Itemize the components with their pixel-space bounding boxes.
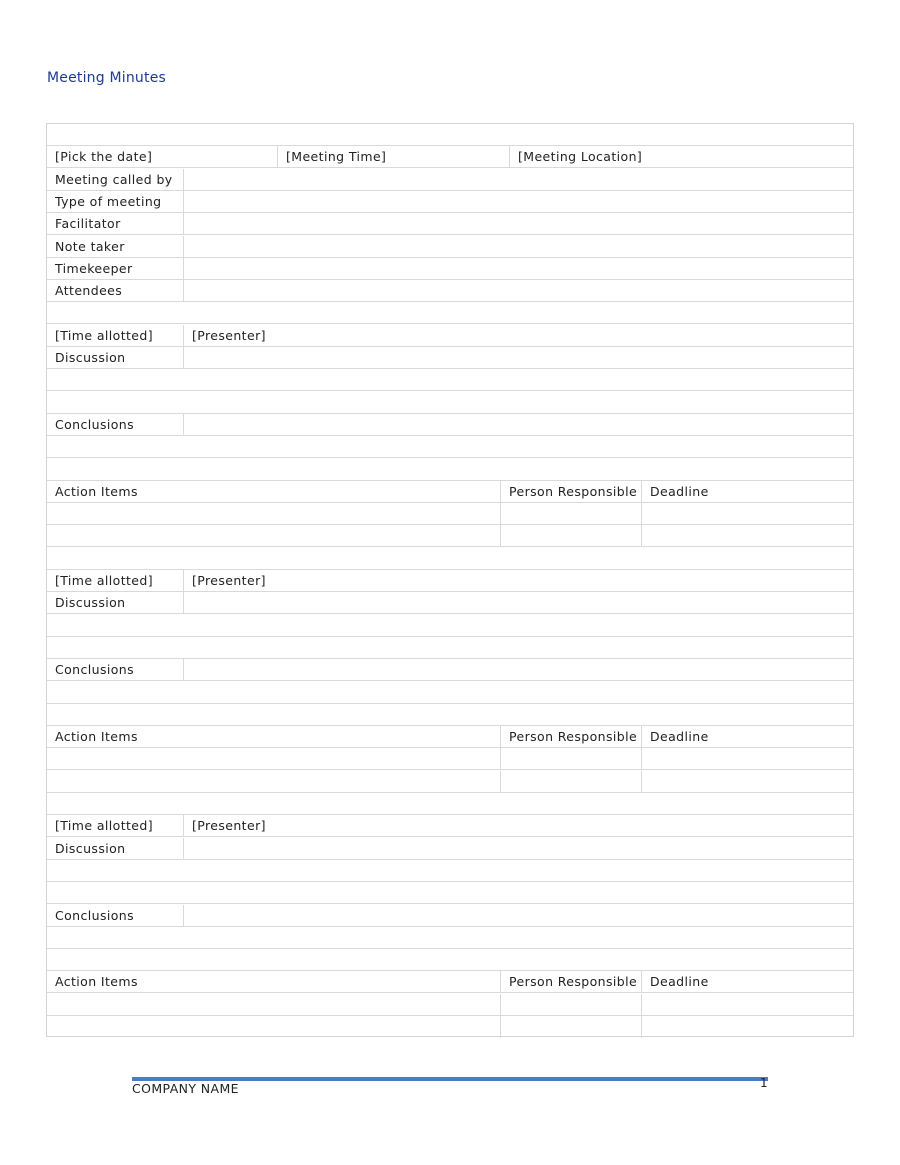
person-responsible-field[interactable] (500, 525, 641, 546)
blank-row (47, 436, 853, 458)
action-item-row (47, 771, 853, 793)
action-item-field[interactable] (47, 771, 500, 792)
conclusions-label: Conclusions (55, 662, 135, 678)
info-value-field[interactable] (183, 191, 853, 212)
meeting-minutes-form (46, 123, 854, 1037)
info-value-field[interactable] (183, 236, 853, 257)
action-items-header-row (47, 481, 853, 503)
presenter-field[interactable]: [Presenter] (183, 325, 853, 346)
action-item-row (47, 1016, 853, 1038)
action-item-field[interactable] (47, 503, 500, 524)
info-value-field[interactable] (183, 258, 853, 279)
discussion-field[interactable] (183, 838, 853, 859)
conclusions-label: Conclusions (55, 907, 135, 923)
footer-company-name: COMPANY NAME (132, 1081, 239, 1096)
deadline-field[interactable] (641, 771, 853, 792)
blank-row (47, 548, 853, 570)
presenter-field[interactable]: [Presenter] (183, 815, 853, 836)
info-row (47, 169, 853, 191)
footer-page-number: 1 (760, 1076, 768, 1090)
action-item-field[interactable] (47, 748, 500, 769)
action-items-label: Action Items (55, 974, 138, 990)
blank-row (47, 637, 853, 659)
info-label: Type of meeting (55, 193, 162, 209)
blank-row (47, 124, 853, 146)
discussion-row (47, 347, 853, 369)
time-allotted-field[interactable]: [Time allotted] (55, 573, 153, 588)
info-value-field[interactable] (183, 280, 853, 301)
conclusions-row (47, 659, 853, 681)
deadline-field[interactable] (641, 1016, 853, 1038)
info-row (47, 258, 853, 280)
person-responsible-field[interactable] (500, 503, 641, 524)
conclusions-field[interactable] (183, 905, 853, 926)
action-item-row (47, 994, 853, 1016)
agenda-topic-row (47, 325, 853, 347)
person-responsible-field[interactable] (500, 1016, 641, 1038)
action-item-row (47, 748, 853, 770)
blank-row (47, 860, 853, 882)
presenter-field[interactable]: [Presenter] (183, 570, 853, 591)
action-items-label: Action Items (55, 483, 138, 499)
action-item-field[interactable] (47, 1016, 500, 1038)
conclusions-field[interactable] (183, 659, 853, 680)
info-label: Note taker (55, 238, 125, 254)
conclusions-field[interactable] (183, 414, 853, 435)
discussion-row (47, 838, 853, 860)
info-row (47, 236, 853, 258)
action-item-row (47, 525, 853, 547)
discussion-label: Discussion (55, 840, 126, 856)
person-responsible-label: Person Responsible (500, 726, 641, 747)
info-row (47, 280, 853, 302)
action-items-header-row (47, 726, 853, 748)
blank-row (47, 793, 853, 815)
blank-row (47, 682, 853, 704)
blank-row (47, 302, 853, 324)
conclusions-row (47, 414, 853, 436)
action-items-label: Action Items (55, 729, 138, 745)
person-responsible-field[interactable] (500, 771, 641, 792)
info-row (47, 213, 853, 235)
conclusions-label: Conclusions (55, 416, 135, 432)
agenda-topic-row (47, 815, 853, 837)
person-responsible-label: Person Responsible (500, 971, 641, 992)
blank-row (47, 927, 853, 949)
action-items-header-row (47, 971, 853, 993)
time-allotted-field[interactable]: [Time allotted] (55, 818, 153, 834)
discussion-label: Discussion (55, 595, 126, 611)
discussion-row (47, 592, 853, 614)
action-item-field[interactable] (47, 994, 500, 1015)
page-title: Meeting Minutes (47, 70, 167, 86)
info-label: Facilitator (55, 216, 121, 232)
info-label: Timekeeper (55, 260, 133, 276)
meeting-location-field[interactable]: [Meeting Location] (509, 146, 853, 167)
conclusions-row (47, 905, 853, 927)
blank-row (47, 459, 853, 481)
discussion-field[interactable] (183, 592, 853, 613)
discussion-field[interactable] (183, 347, 853, 368)
time-allotted-field[interactable]: [Time allotted] (55, 327, 153, 343)
info-row (47, 191, 853, 213)
deadline-label: Deadline (641, 726, 853, 747)
blank-row (47, 882, 853, 904)
info-value-field[interactable] (183, 169, 853, 190)
person-responsible-field[interactable] (500, 994, 641, 1015)
info-label: Attendees (55, 283, 123, 299)
blank-row (47, 949, 853, 971)
info-label: Meeting called by (55, 171, 173, 187)
person-responsible-label: Person Responsible (500, 481, 641, 502)
deadline-field[interactable] (641, 994, 853, 1015)
action-item-field[interactable] (47, 525, 500, 546)
deadline-field[interactable] (641, 503, 853, 524)
blank-row (47, 615, 853, 637)
blank-row (47, 704, 853, 726)
deadline-label: Deadline (641, 971, 853, 992)
meeting-header-row (47, 146, 853, 168)
deadline-field[interactable] (641, 525, 853, 546)
agenda-topic-row (47, 570, 853, 592)
meeting-date-field[interactable]: [Pick the date] (55, 149, 153, 165)
meeting-time-field[interactable]: [Meeting Time] (277, 146, 509, 167)
deadline-label: Deadline (641, 481, 853, 502)
person-responsible-field[interactable] (500, 748, 641, 769)
info-value-field[interactable] (183, 213, 853, 234)
deadline-field[interactable] (641, 748, 853, 769)
blank-row (47, 392, 853, 414)
blank-row (47, 369, 853, 391)
discussion-label: Discussion (55, 350, 126, 365)
action-item-row (47, 503, 853, 525)
